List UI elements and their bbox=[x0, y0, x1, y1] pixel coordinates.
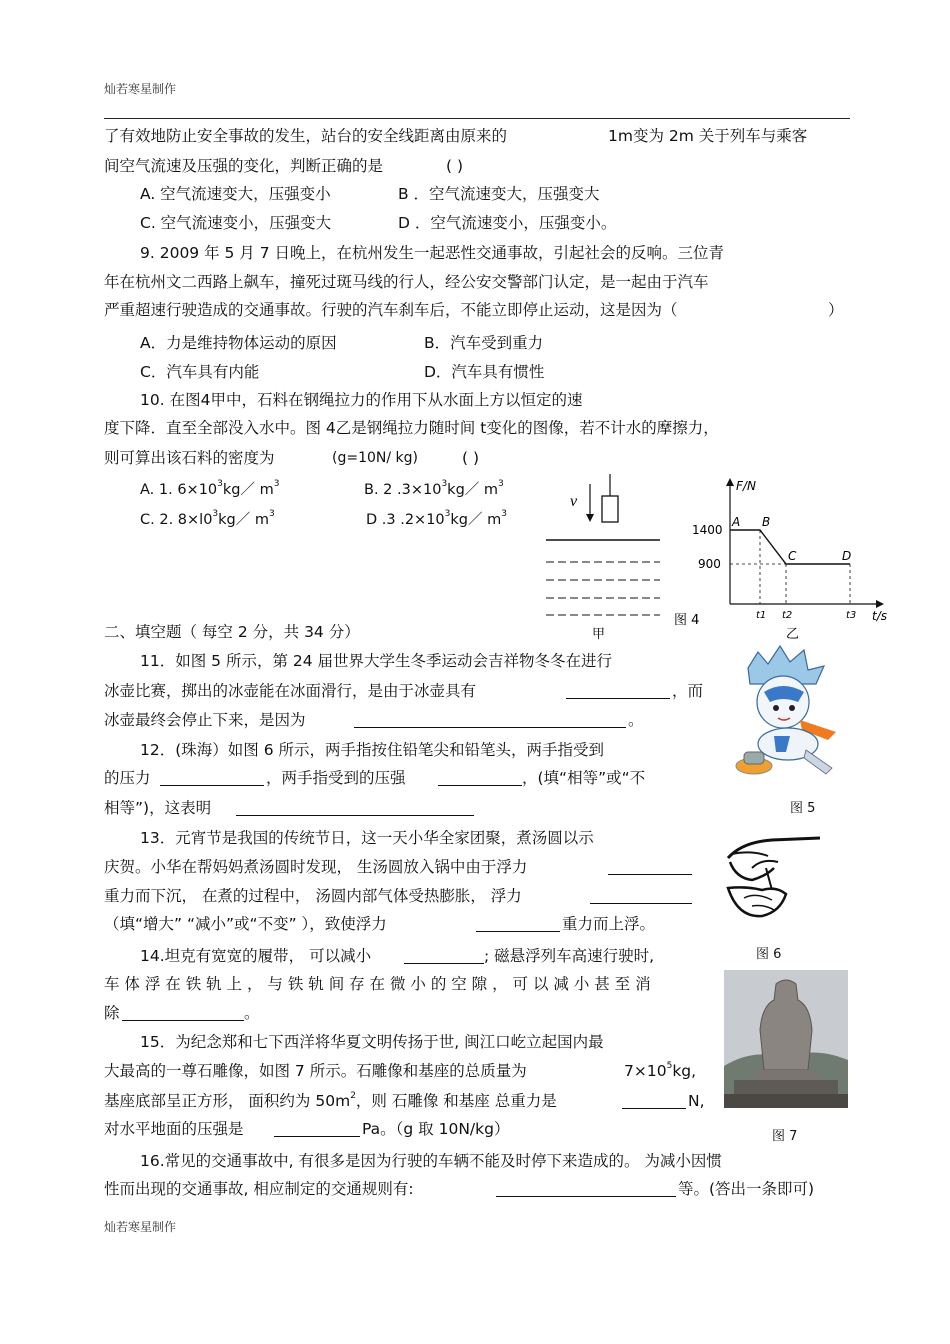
figure-4-drawing bbox=[540, 470, 900, 640]
figure-7-caption: 图 7 bbox=[772, 1129, 798, 1144]
q16-line2b: 等。(答出一条即可) bbox=[678, 1180, 815, 1198]
figure-4 bbox=[540, 470, 900, 640]
q10-line2: 度下降．直至全部没入水中。图 4乙是钢绳拉力随时间 t变化的图像，若不计水的摩擦力， bbox=[104, 419, 719, 437]
q13-blank-1[interactable] bbox=[608, 858, 692, 875]
q12-blank-2[interactable] bbox=[438, 769, 522, 786]
q13-line2: 庆贺。小华在帮妈妈煮汤圆时发现， 生汤圆放入锅中由于浮力 bbox=[104, 858, 528, 876]
figure-5 bbox=[728, 640, 840, 788]
q14-blank-2[interactable] bbox=[122, 1004, 244, 1021]
q11-line1: 11．如图 5 所示，第 24 届世界大学生冬季运动会吉祥物冬冬在进行 bbox=[140, 652, 613, 670]
q11-comma: ，而 bbox=[672, 682, 704, 700]
figure-5-caption: 图 5 bbox=[790, 801, 816, 816]
q15-mass: $7\times 10^5kg$, bbox=[624, 1061, 697, 1080]
q8-paren: ( ) bbox=[446, 157, 464, 175]
q12-blank-3[interactable] bbox=[236, 799, 474, 816]
graph-point-c: C bbox=[788, 549, 797, 563]
q12-blank-1[interactable] bbox=[160, 769, 264, 786]
q16-line1: 16.常见的交通事故中, 有很多是因为行驶的车辆不能及时停下来造成的。 为减小因惯 bbox=[140, 1152, 722, 1170]
q9-option-d: D．汽车具有惯性 bbox=[424, 363, 545, 381]
q12-line2b: ，两手指受到的压强 bbox=[266, 769, 406, 787]
graph-point-a: A bbox=[732, 515, 741, 529]
stone-block bbox=[602, 496, 618, 522]
velocity-arrowhead bbox=[586, 514, 594, 522]
q9-close: ） bbox=[828, 301, 844, 319]
figure-7 bbox=[724, 970, 848, 1108]
q12-line1: 12．(珠海）如图 6 所示，两手指按住铅笔尖和铅笔头，两手指受到 bbox=[140, 741, 604, 759]
graph-y-tick-1400: 1400 bbox=[692, 523, 723, 537]
page-footer: 灿若寒星制作 bbox=[104, 1220, 177, 1234]
q10-line3: 则可算出该石料的密度为 bbox=[104, 449, 275, 467]
sub-figure-yi-label: 乙 bbox=[786, 627, 800, 640]
q9-option-a: A．力是维持物体运动的原因 bbox=[140, 334, 337, 352]
q8-line1a: 了有效地防止安全事故的发生，站台的安全线距离由原来的 bbox=[104, 127, 508, 145]
q12-line2c: ，(填“相等”或“不 bbox=[522, 769, 646, 787]
q8-line2: 间空气流速及压强的变化，判断正确的是 bbox=[104, 157, 384, 175]
q9-line2: 年在杭州文二西路上飙车，撞死过斑马线的行人，经公安交警部门认定，是一起由于汽车 bbox=[104, 273, 709, 291]
velocity-label: v bbox=[570, 493, 578, 510]
graph-point-d: D bbox=[842, 549, 852, 563]
q9-line1: 9. 2009 年 5 月 7 日晚上，在杭州发生一起恶性交通事故，引起社会的反响。三位青 bbox=[140, 244, 725, 262]
q13-blank-3[interactable] bbox=[476, 915, 560, 932]
q10-g-value: (g=10N/ kg) bbox=[332, 450, 418, 466]
q14-line1a: 14.坦克有宽宽的履带， 可以减小 bbox=[140, 947, 372, 965]
mascot-illustration bbox=[728, 640, 840, 788]
q8-line1b: 1m变为 2m 关于列车与乘客 bbox=[608, 127, 808, 145]
graph-x-axis-label: t/s bbox=[872, 609, 887, 623]
q13-line4b: 重力而上浮。 bbox=[562, 915, 656, 933]
q10-option-a: A. 1. $6\times 10^3kg/$ $m^3$ bbox=[140, 479, 280, 498]
q10-option-d: D .3 $.2\times 10^3kg/$ $m^3$ bbox=[366, 509, 507, 528]
q13-blank-2[interactable] bbox=[590, 887, 692, 904]
q14-line3: 除 bbox=[104, 1004, 120, 1022]
q14-line2: 车 体 浮 在 铁 轨 上 ， 与 铁 轨 间 存 在 微 小 的 空 隙 ， 可 以 减 小 甚 至 消 bbox=[104, 975, 651, 993]
q12-line3: 相等”)，这表明 bbox=[104, 799, 212, 817]
q9-option-b: B．汽车受到重力 bbox=[424, 334, 544, 352]
q15-line3a: 基座底部呈正方形， 面积约为 $50m^2$，则 石雕像 和基座 总重力是 bbox=[104, 1091, 557, 1110]
q16-line2a: 性而出现的交通事故, 相应制定的交通规则有: bbox=[104, 1180, 414, 1198]
q8-option-c: C. 空气流速变小，压强变大 bbox=[140, 214, 332, 232]
fingers-pencil-drawing bbox=[722, 828, 826, 938]
q13-line4a: （填“增大” “减小”或“不变” ），致使浮力 bbox=[104, 915, 387, 933]
q15-line4b: Pa。（g 取 10N/kg） bbox=[362, 1120, 510, 1138]
graph-y-axis-label: F/N bbox=[736, 479, 756, 493]
graph-tick-t2: t2 bbox=[782, 610, 793, 621]
q15-blank-2[interactable] bbox=[274, 1120, 360, 1137]
graph-tick-t3: t3 bbox=[846, 610, 857, 621]
q8-option-a: A. 空气流速变大，压强变小 bbox=[140, 185, 331, 203]
q13-line1: 13．元宵节是我国的传统节日，这一天小华全家团聚，煮汤圆以示 bbox=[140, 829, 594, 847]
q12-line2a: 的压力 bbox=[104, 769, 151, 787]
q8-option-b: B ．空气流速变大，压强变大 bbox=[398, 185, 600, 203]
graph-point-b: B bbox=[762, 515, 771, 529]
header-rule bbox=[104, 118, 850, 119]
q15-blank-1[interactable] bbox=[622, 1092, 686, 1109]
q8-option-d: D ．空气流速变小，压强变小。 bbox=[398, 214, 617, 232]
sub-figure-jia-label: 甲 bbox=[592, 627, 606, 640]
q9-option-c: C．汽车具有内能 bbox=[140, 363, 260, 381]
q10-line1: 10. 在图4甲中，石料在钢绳拉力的作用下从水面上方以恒定的速 bbox=[140, 391, 583, 409]
q14-blank-1[interactable] bbox=[404, 947, 484, 964]
q15-line3c: N, bbox=[688, 1092, 705, 1110]
q15-line1: 15．为纪念郑和七下西洋将华夏文明传扬于世, 闽江口屹立起国内最 bbox=[140, 1033, 604, 1051]
q15-line4a: 对水平地面的压强是 bbox=[104, 1120, 244, 1138]
graph-y-tick-900: 900 bbox=[698, 557, 721, 571]
q11-blank-2[interactable] bbox=[354, 711, 626, 728]
q10-option-c: C. 2. $8\times l0^3kg/$ $m^3$ bbox=[140, 509, 275, 528]
q11-line2: 冰壶比赛，掷出的冰壶能在冰面滑行，是由于冰壶具有 bbox=[104, 682, 477, 700]
q16-blank[interactable] bbox=[496, 1180, 676, 1197]
statue-photo bbox=[724, 970, 848, 1108]
q15-line2a: 大最高的一尊石雕像，如图 7 所示。石雕像和基座的总质量为 bbox=[104, 1062, 527, 1080]
q14-line1b: ; 磁悬浮列车高速行驶时, bbox=[484, 947, 655, 965]
figure-6 bbox=[722, 828, 826, 938]
q9-line3: 严重超速行驶造成的交通事故。行驶的汽车刹车后，不能立即停止运动，这是因为（ bbox=[104, 301, 678, 319]
q13-line3a: 重力而下沉， 在煮的过程中， 汤圆内部气体受热膨胀， 浮力 bbox=[104, 887, 522, 905]
q10-option-b: B. 2 $.3\times 10^3kg/$ $m^3$ bbox=[364, 479, 504, 498]
q11-blank-1[interactable] bbox=[566, 682, 670, 699]
figure-6-caption: 图 6 bbox=[756, 947, 782, 962]
graph-tick-t1: t1 bbox=[756, 610, 767, 621]
q11-end: 。 bbox=[628, 711, 644, 729]
section-2-title: 二、填空题（ 每空 2 分，共 34 分） bbox=[104, 623, 360, 641]
q14-end: 。 bbox=[244, 1004, 260, 1022]
page-header: 灿若寒星制作 bbox=[104, 82, 177, 96]
q10-paren: ( ) bbox=[462, 449, 480, 467]
figure-4-caption: 图 4 bbox=[674, 613, 700, 628]
q11-line3: 冰壶最终会停止下来，是因为 bbox=[104, 711, 306, 729]
